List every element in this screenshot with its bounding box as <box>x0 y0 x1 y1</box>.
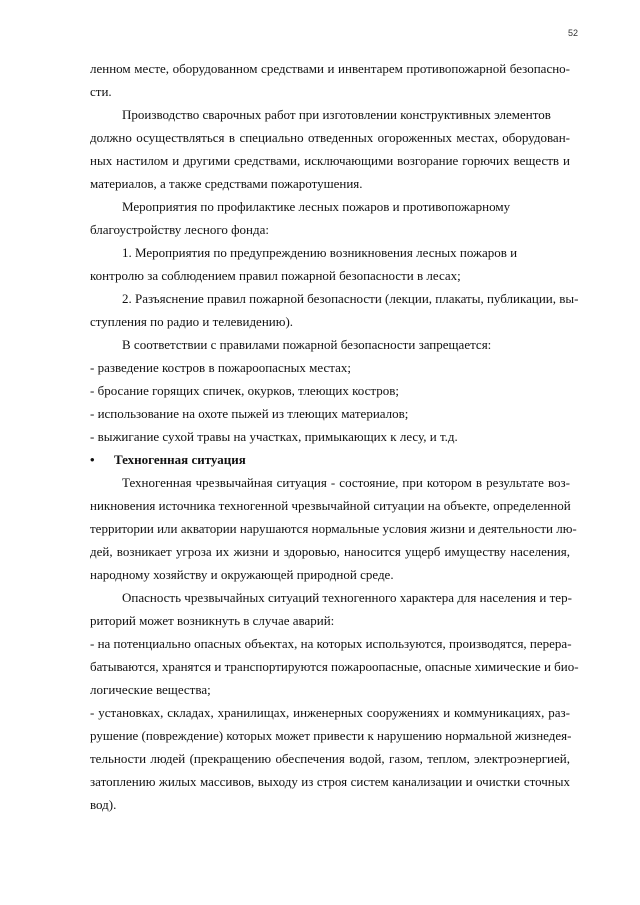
text-line: никновения источника техногенной чрезвычайной ситуации на объекте, определенной <box>90 498 571 513</box>
text-line: вод). <box>90 797 117 812</box>
text-line: контролю за соблюдением правил пожарной безопасности в лесах; <box>90 268 461 283</box>
text-line: Опасность чрезвычайных ситуаций техногенного характера для населения и тер- <box>122 590 572 605</box>
list-item: - установках, складах, хранилищах, инженерных сооружениях и коммуникациях, раз- <box>90 705 570 720</box>
text-line: материалов, а также средствами пожаротушения. <box>90 176 363 191</box>
text-line: ступления по радио и телевидению). <box>90 314 294 329</box>
text-line: территории или акватории нарушаются нормальные условия жизни и деятельности лю- <box>90 521 577 536</box>
page-number: 52 <box>567 28 578 38</box>
text-line: 2. Разъяснение правил пожарной безопасности (лекции, плакаты, публикации, вы- <box>122 291 579 306</box>
text-line: народному хозяйству и окружающей природной среде. <box>90 567 394 582</box>
text-line: В соответствии с правилами пожарной безопасности запрещается: <box>122 337 492 352</box>
bullet-icon: • <box>90 452 95 467</box>
text-line: рушение (повреждение) которых может привести к нарушению нормальной жизнедея- <box>90 728 572 743</box>
text-line: затоплению жилых массивов, выходу из строя систем канализации и очистки сточных <box>90 774 570 789</box>
text-line: должно осуществляться в специально отведенных огороженных местах, оборудован- <box>90 130 570 145</box>
list-item: - разведение костров в пожароопасных местах; <box>90 360 351 375</box>
list-item: - бросание горящих спичек, окурков, тлеющих костров; <box>90 383 399 398</box>
text-line: сти. <box>90 84 112 99</box>
section-heading <box>90 449 570 471</box>
text-line: логические вещества; <box>90 682 211 697</box>
text-line: риторий может возникнуть в случае аварий: <box>90 613 335 628</box>
text-line: 1. Мероприятия по предупреждению возникновения лесных пожаров и <box>122 245 518 260</box>
text-line: Производство сварочных работ при изготовлении конструктивных элементов <box>122 107 551 122</box>
text-line: ленном месте, оборудованном средствами и инвентарем противопожарной безопасно- <box>90 61 570 76</box>
section-heading-text: Техногенная ситуация <box>114 452 246 467</box>
list-item: - использование на охоте пыжей из тлеющих материалов; <box>90 406 409 421</box>
text-line: дей, возникает угроза их жизни и здоровью, наносится ущерб имуществу населения, <box>90 544 570 559</box>
text-line: ных настилом и другими средствами, исключающими возгорание горючих веществ и <box>90 153 570 168</box>
text-line: тельности людей (прекращению обеспечения водой, газом, теплом, электроэнергией, <box>90 751 570 766</box>
list-item: - выжигание сухой травы на участках, примыкающих к лесу, и т.д. <box>90 429 458 444</box>
text-line: Мероприятия по профилактике лесных пожаров и противопожарному <box>122 199 511 214</box>
text-line: Техногенная чрезвычайная ситуация - состояние, при котором в результате воз- <box>122 475 570 490</box>
list-item: - на потенциально опасных объектах, на которых используются, производятся, перера- <box>90 636 572 651</box>
text-line: благоустройству лесного фонда: <box>90 222 269 237</box>
text-line: батываются, хранятся и транспортируются пожароопасные, опасные химические и био- <box>90 659 579 674</box>
